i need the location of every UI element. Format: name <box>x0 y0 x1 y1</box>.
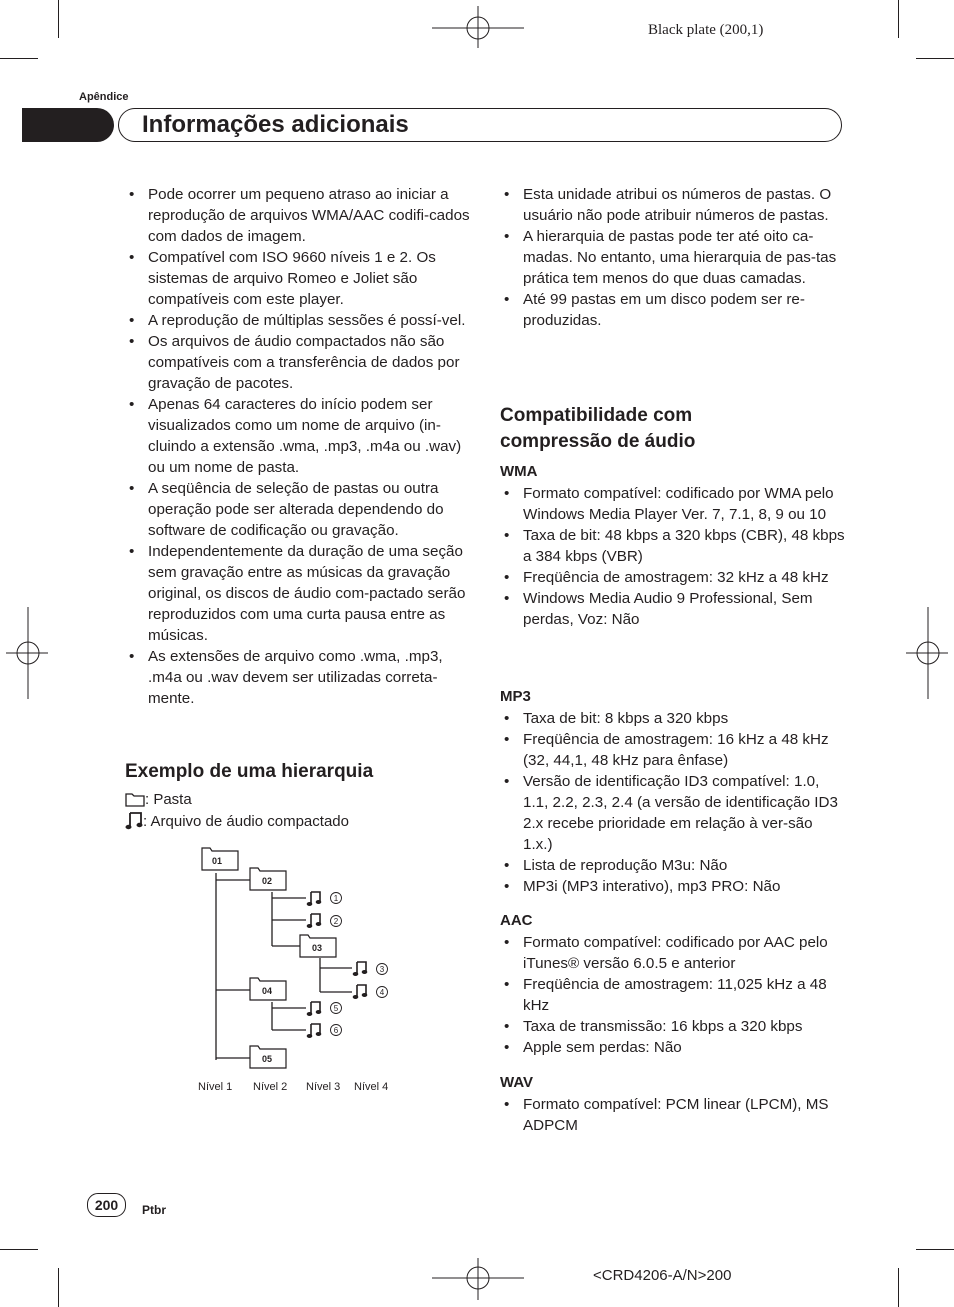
list-item: • MP3i (MP3 interativo), mp3 PRO: Não <box>500 876 845 897</box>
music-note-icon <box>353 985 368 999</box>
aac-heading: AAC <box>500 912 533 929</box>
list-item: • Apple sem perdas: Não <box>500 1037 845 1058</box>
list-item: • A hierarquia de pastas pode ter até oito ca-madas. No entanto, uma hierarquia de pas-tas prática tem menos do que duas camadas. <box>500 226 845 289</box>
music-note-icon <box>307 914 322 928</box>
list-item: • Lista de reprodução M3u: Não <box>500 855 845 876</box>
list-item: • Windows Media Audio 9 Professional, Sem perdas, Voz: Não <box>500 588 845 630</box>
plate-label: Black plate (200,1) <box>648 22 764 38</box>
registration-mark-icon <box>906 607 948 699</box>
compat-heading-line: compressão de áudio <box>500 431 696 452</box>
crop-mark <box>898 1268 899 1307</box>
list-item: • Freqüência de amostragem: 11,025 kHz a 48 kHz <box>500 974 845 1016</box>
list-item: • Independentemente da duração de uma seção sem gravação entre as músicas da gravação original, os discos de áudio com-pactado serão reproduzidos com uma curta pausa entre as músicas. <box>125 541 470 646</box>
mp3-heading: MP3 <box>500 688 531 705</box>
folder-label: 03 <box>312 943 323 953</box>
list-item: • Taxa de bit: 48 kbps a 320 kbps (CBR), 48 kbps a 384 kbps (VBR) <box>500 525 845 567</box>
list-item: • Pode ocorrer um pequeno atraso ao iniciar a reprodução de arquivos WMA/AAC codifi-cados com dados de imagem. <box>125 184 470 247</box>
document-code: <CRD4206-A/N>200 <box>593 1267 732 1284</box>
folder-icon <box>250 978 286 1000</box>
list-item: • Versão de identificação ID3 compatível: 1.0, 1.1, 2.2, 2.3, 2.4 (a versão de identificação ID3 2.x recebe prioridade em relação à ver-são 1.x.) <box>500 771 845 855</box>
folder-icon <box>202 848 238 870</box>
list-item: • Freqüência de amostragem: 32 kHz a 48 kHz <box>500 567 845 588</box>
folder-label: 04 <box>262 986 273 996</box>
registration-mark-icon <box>432 6 524 48</box>
level-label: Nível 3 <box>306 1081 341 1093</box>
music-note-icon <box>125 810 143 830</box>
list-item: • Formato compatível: PCM linear (LPCM), MS ADPCM <box>500 1094 845 1136</box>
legend-file-text: : Arquivo de áudio compactado <box>143 813 349 830</box>
file-number: 5 <box>333 1004 339 1013</box>
folder-hierarchy-diagram <box>190 840 410 1100</box>
list-item: • Compatível com ISO 9660 níveis 1 e 2. Os sistemas de arquivo Romeo e Joliet são compatíveis com este player. <box>125 247 470 310</box>
crop-mark <box>916 58 954 59</box>
music-note-icon <box>353 962 368 976</box>
wma-heading: WMA <box>500 463 538 480</box>
mp3-bullet-list <box>500 708 845 897</box>
right-top-bullet-list <box>500 184 845 331</box>
crop-mark <box>58 1268 59 1307</box>
page-title: Informações adicionais <box>142 111 409 138</box>
level-label: Nível 4 <box>354 1081 389 1093</box>
wav-heading: WAV <box>500 1074 534 1091</box>
crop-mark <box>0 58 38 59</box>
folder-icon <box>250 868 286 890</box>
folder-label: 02 <box>262 876 273 886</box>
file-number: 4 <box>379 988 385 997</box>
list-item: • Formato compatível: codificado por WMA pelo Windows Media Player Ver. 7, 7.1, 8, 9 ou 10 <box>500 483 845 525</box>
file-number: 1 <box>333 894 339 903</box>
crop-mark <box>58 0 59 38</box>
list-item: • Taxa de bit: 8 kbps a 320 kbps <box>500 708 845 729</box>
list-item: • Taxa de transmissão: 16 kbps a 320 kbps <box>500 1016 845 1037</box>
list-item: • A seqüência de seleção de pastas ou outra operação pode ser alterada dependendo do software de codificação ou gravação. <box>125 478 470 541</box>
wav-bullet-list <box>500 1094 845 1136</box>
compat-heading <box>500 403 840 455</box>
legend-folder-text: : Pasta <box>145 791 192 808</box>
crop-mark <box>916 1249 954 1250</box>
left-bullet-list <box>125 184 470 709</box>
folder-label: 05 <box>262 1054 273 1064</box>
file-number: 3 <box>379 965 385 974</box>
hierarchy-heading: Exemplo de uma hierarquia <box>125 761 374 782</box>
page-number: 200 <box>87 1193 126 1217</box>
legend-file <box>125 810 349 832</box>
list-item: • Freqüência de amostragem: 16 kHz a 48 kHz (32, 44,1, 48 kHz para ênfase) <box>500 729 845 771</box>
registration-mark-icon <box>432 1258 524 1300</box>
section-label: Apêndice <box>79 91 129 103</box>
language-label: Ptbr <box>142 1203 166 1217</box>
list-item: • Formato compatível: codificado por AAC pelo iTunes® versão 6.0.5 e anterior <box>500 932 845 974</box>
wma-bullet-list <box>500 483 845 630</box>
folder-icon <box>125 791 145 807</box>
folder-icon <box>250 1046 286 1068</box>
registration-mark-icon <box>6 607 48 699</box>
list-item: • As extensões de arquivo como .wma, .mp3, .m4a ou .wav devem ser utilizadas correta-mente. <box>125 646 470 709</box>
compat-heading-line: Compatibilidade com <box>500 405 693 426</box>
music-note-icon <box>307 1002 322 1016</box>
folder-label: 01 <box>212 856 223 866</box>
title-tab <box>22 108 114 142</box>
list-item: • Os arquivos de áudio compactados não são compatíveis com a transferência de dados por gravação de pacotes. <box>125 331 470 394</box>
aac-bullet-list <box>500 932 845 1058</box>
crop-mark <box>0 1249 38 1250</box>
level-label: Nível 2 <box>253 1081 288 1093</box>
list-item: • Apenas 64 caracteres do início podem ser visualizados como um nome de arquivo (in-cluindo a extensão .wma, .mp3, .m4a ou .wav) ou um nome de pasta. <box>125 394 470 478</box>
list-item: • Até 99 pastas em um disco podem ser re-produzidas. <box>500 289 845 331</box>
file-number: 2 <box>333 917 339 926</box>
legend-folder <box>125 789 192 810</box>
list-item: • A reprodução de múltiplas sessões é possí-vel. <box>125 310 470 331</box>
music-note-icon <box>307 1024 322 1038</box>
crop-mark <box>898 0 899 38</box>
list-item: • Esta unidade atribui os números de pastas. O usuário não pode atribuir números de pastas. <box>500 184 845 226</box>
file-number: 6 <box>333 1026 339 1035</box>
music-note-icon <box>307 892 322 906</box>
level-label: Nível 1 <box>198 1081 233 1093</box>
folder-icon <box>300 935 336 957</box>
